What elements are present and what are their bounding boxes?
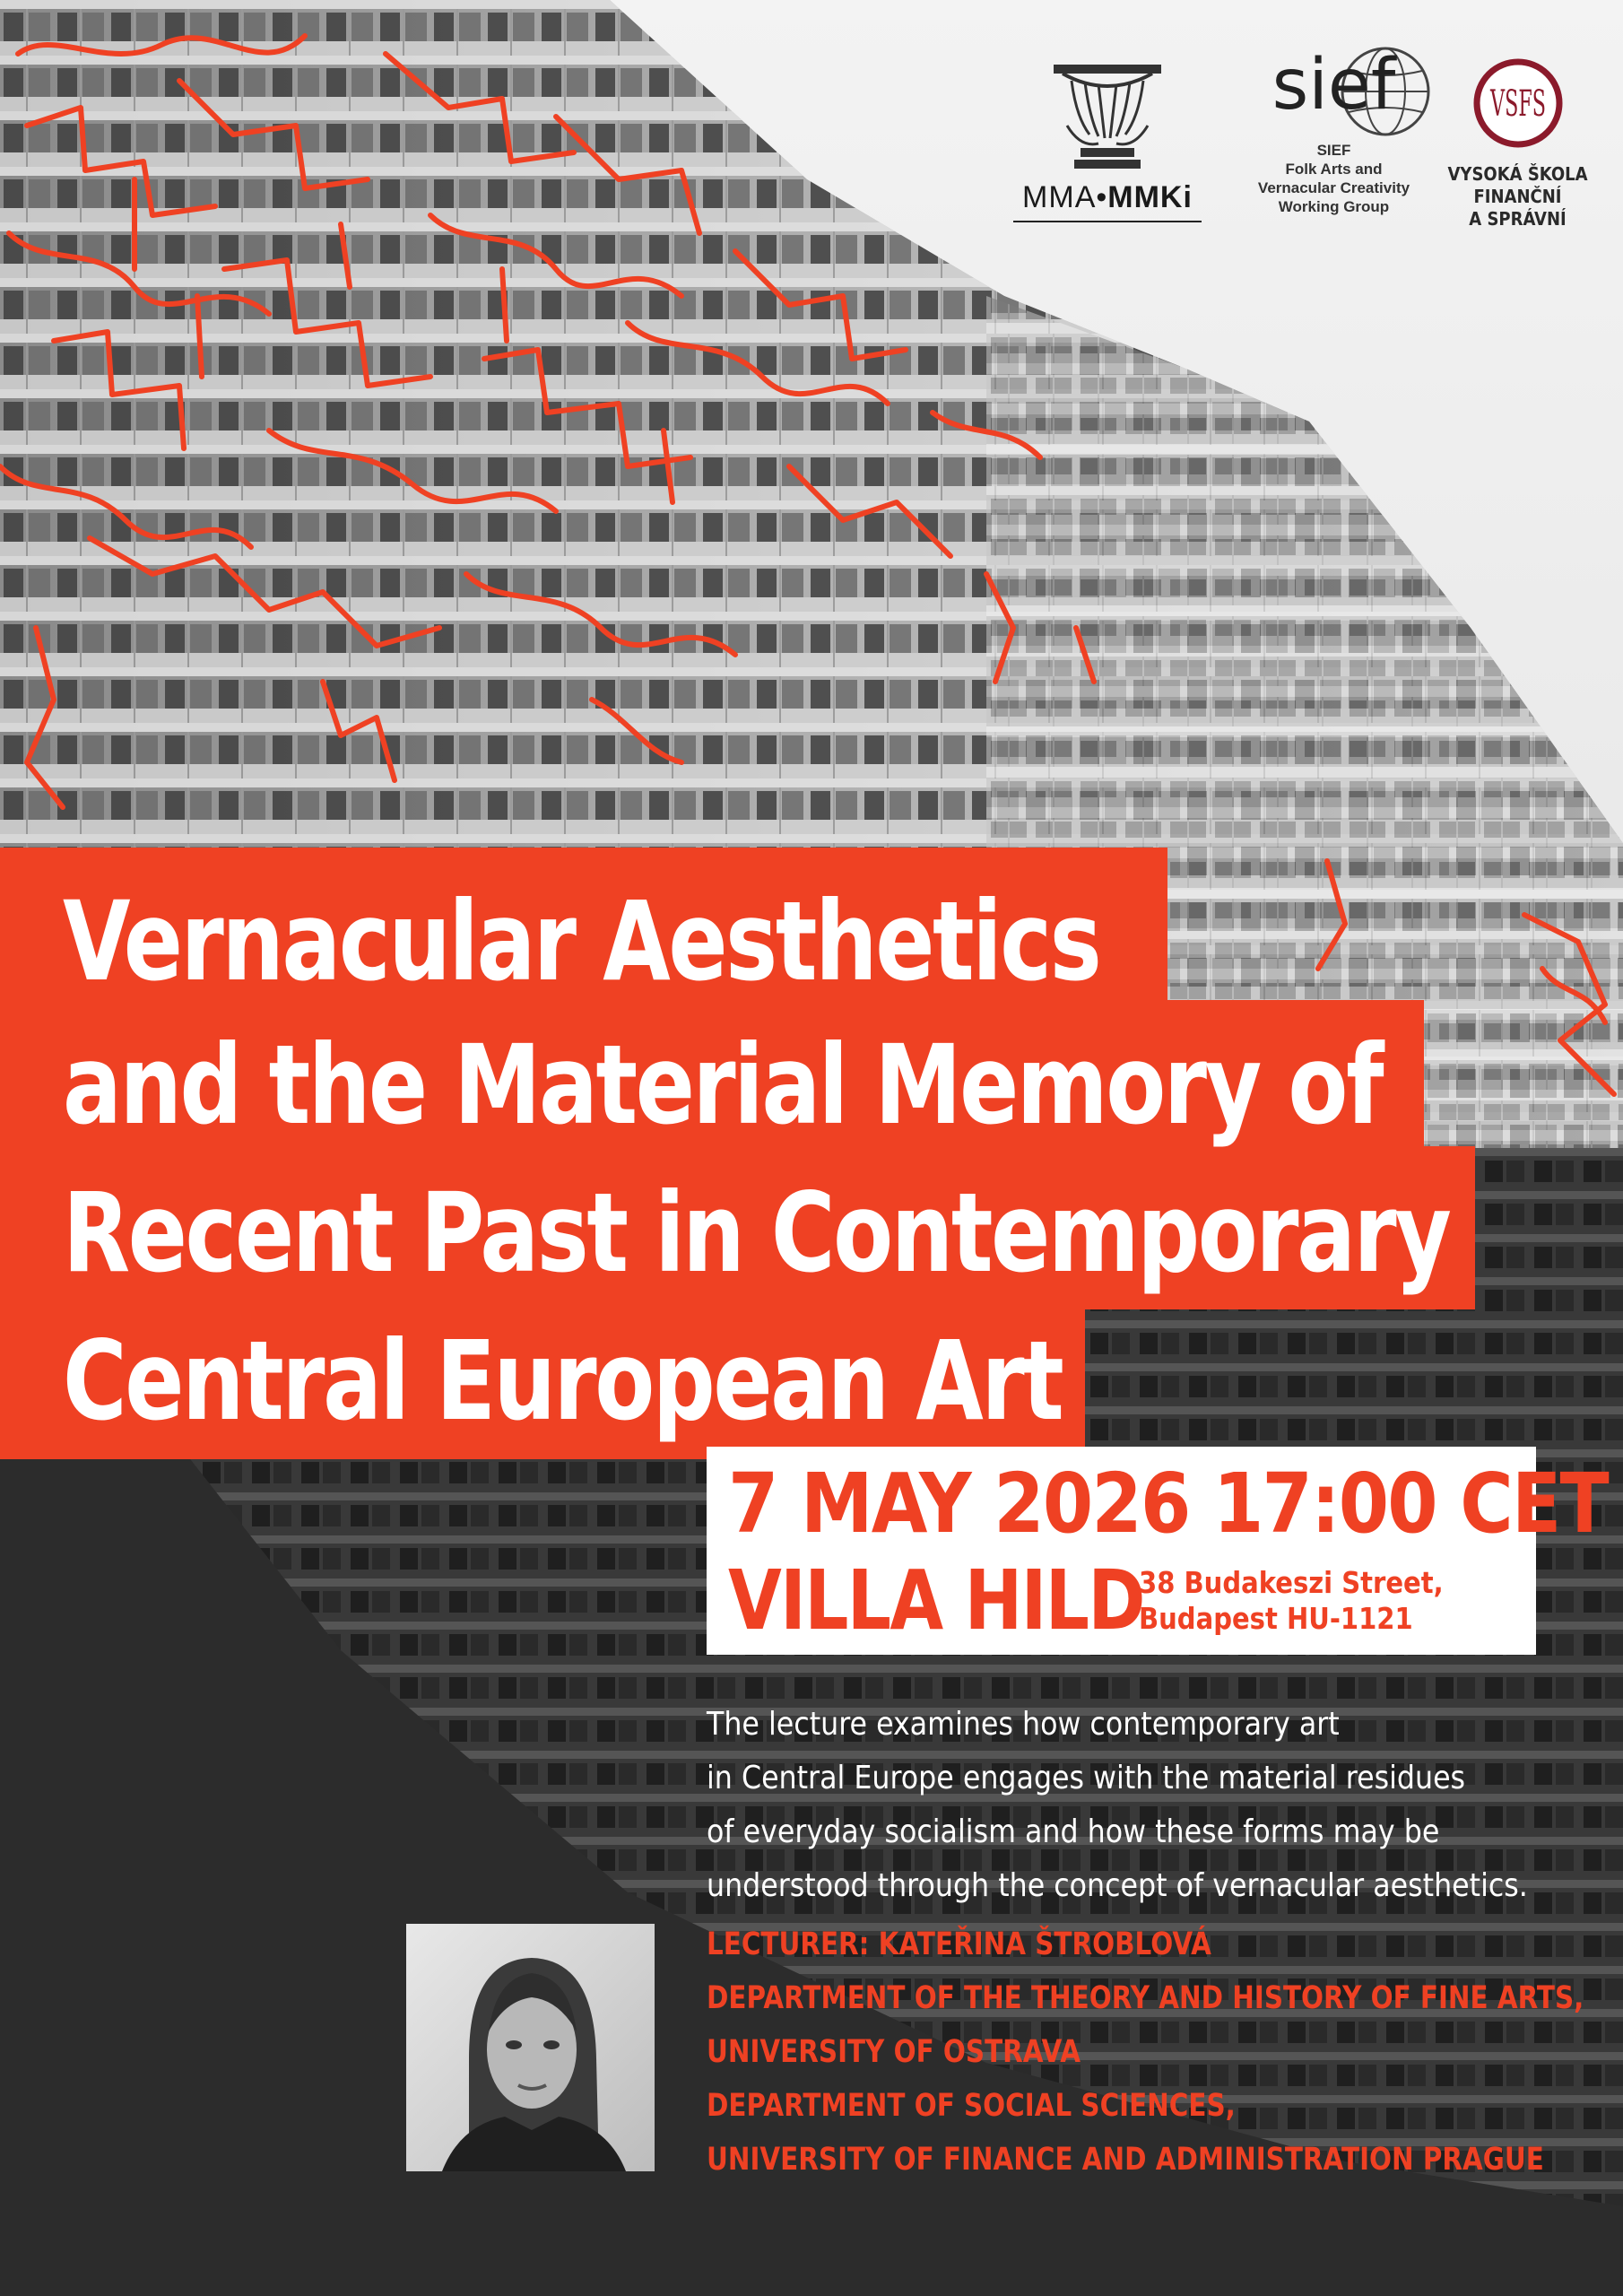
lecture-description <box>707 1698 1528 1913</box>
title-line-2: and the Material Memory of <box>63 1022 1383 1149</box>
title-line-1: Vernacular Aesthetics <box>63 878 1100 1005</box>
lecturer-portrait <box>406 1924 655 2171</box>
vsfs-caption: VYSOKÁ ŠKOLA FINANČNÍ A SPRÁVNÍ <box>1447 163 1588 230</box>
lecturer-affiliation: UNIVERSITY OF FINANCE AND ADMINISTRATION PRAGUE <box>707 2142 1544 2178</box>
sief-logo <box>1233 45 1435 216</box>
mma-mmki-logo <box>1013 63 1202 222</box>
description-line: in Central Europe engages with the material residues <box>707 1760 1466 1796</box>
event-datetime: 7 MAY 2026 17:00 CET <box>728 1456 1608 1552</box>
lecturer-affiliation: DEPARTMENT OF SOCIAL SCIENCES, <box>707 2088 1236 2124</box>
title-line-4: Central European Art <box>63 1318 1063 1445</box>
lecturer-name: LECTURER: KATEŘINA ŠTROBLOVÁ <box>707 1926 1211 1962</box>
venue-address: 38 Budakeszi Street, Budapest HU-1121 <box>1139 1565 1444 1636</box>
vsfs-monogram-text: VSFS <box>1488 83 1546 125</box>
lecturer-affiliation: UNIVERSITY OF OSTRAVA <box>707 2034 1081 2070</box>
vsfs-monogram-icon <box>1473 58 1563 148</box>
sief-wordmark: sief <box>1271 45 1396 126</box>
title-line-3: Recent Past in Contemporary <box>63 1170 1450 1297</box>
description-line: understood through the concept of vernacular aesthetics. <box>707 1867 1528 1904</box>
vsfs-logo <box>1439 58 1596 230</box>
lecturer-affiliation: DEPARTMENT OF THE THEORY AND HISTORY OF FINE ARTS, <box>707 1980 1584 2016</box>
lecturer-info <box>707 1918 1584 2187</box>
mma-wordmark: MMA•MMKi <box>1013 180 1202 222</box>
description-line: The lecture examines how contemporary art <box>707 1706 1340 1743</box>
venue-name: VILLA HILD <box>728 1552 1144 1648</box>
sief-caption: SIEF Folk Arts and Vernacular Creativity Working Group <box>1257 142 1410 215</box>
description-line: of everyday socialism and how these forms may be <box>707 1813 1440 1850</box>
corinthian-capital-icon <box>1049 63 1166 170</box>
